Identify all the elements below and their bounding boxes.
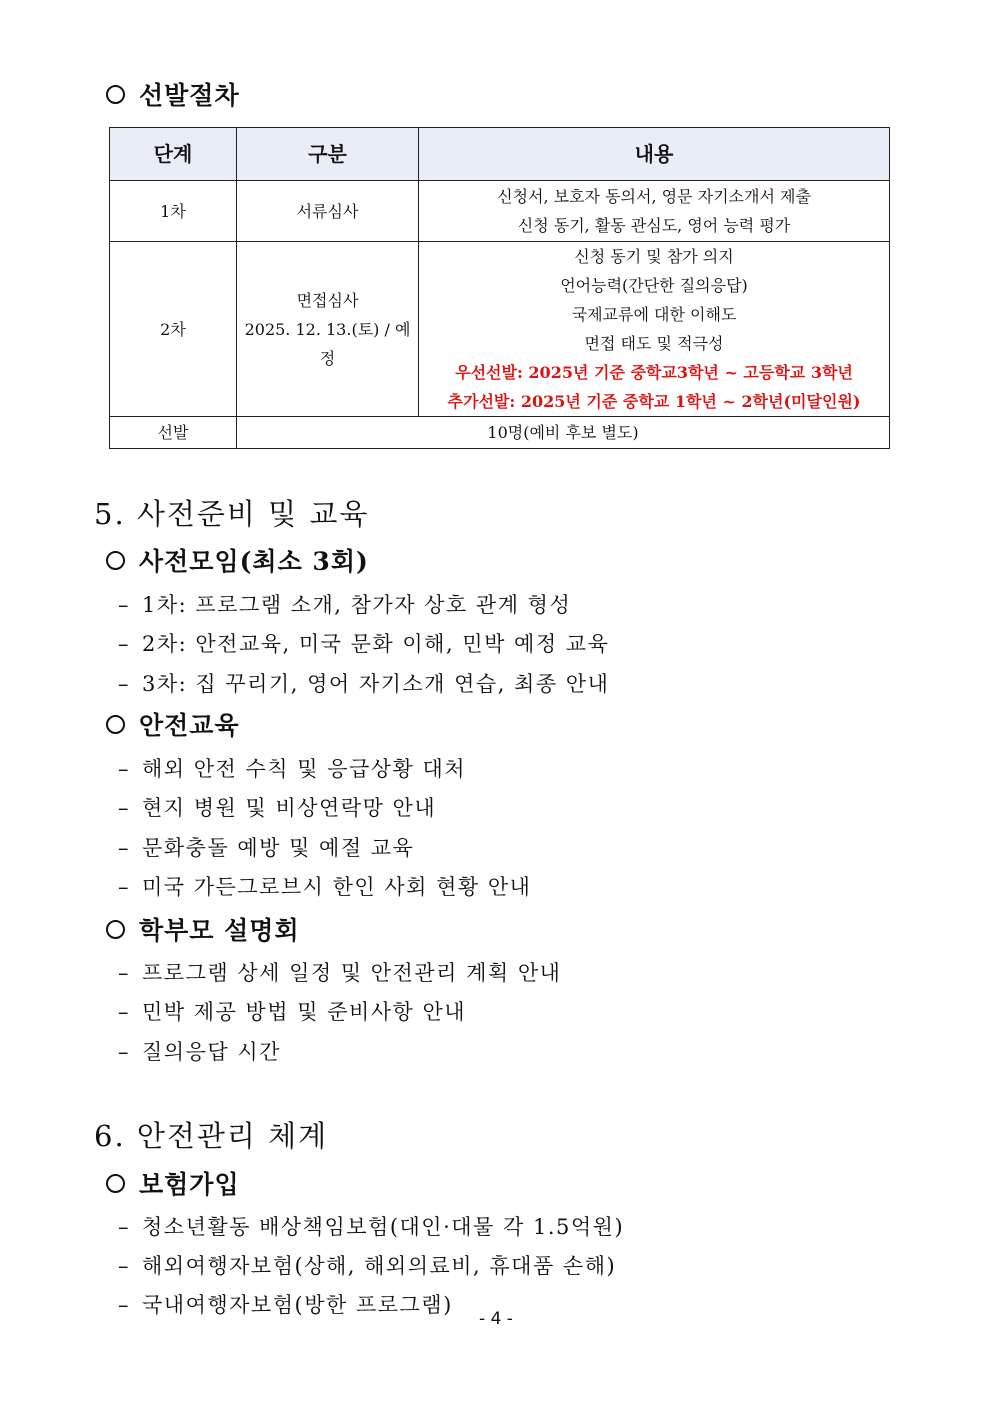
- page-number: - 4 -: [479, 1309, 513, 1329]
- table-header-row: [110, 128, 890, 181]
- group-heading: 보험가입: [106, 1165, 240, 1201]
- header-stage: 단계: [110, 128, 237, 181]
- section-5-title: 5. 사전준비 및 교육: [94, 497, 370, 531]
- list-item: – 1차: 프로그램 소개, 참가자 상호 관계 형성: [118, 593, 572, 617]
- priority-selection: 우선선발: 2025년 기준 중학교3학년 ~ 고등학교 3학년: [455, 363, 853, 382]
- circle-bullet-icon: [106, 85, 125, 104]
- content-line: 국제교류에 대한 이해도: [571, 305, 737, 324]
- additional-selection: 추가선발: 2025년 기준 중학교 1학년 ~ 2학년(미달인원): [447, 392, 861, 411]
- table-row: [110, 242, 890, 417]
- circle-bullet-icon: [106, 715, 125, 734]
- section-6-title: 6. 안전관리 체계: [94, 1119, 329, 1153]
- selection-heading: 선발절차: [106, 76, 240, 112]
- list-item: – 현지 병원 및 비상연락망 안내: [118, 796, 437, 820]
- list-item: – 질의응답 시간: [118, 1040, 281, 1064]
- group-heading: 사전모임(최소 3회): [106, 542, 369, 578]
- list-item: – 해외여행자보험(상해, 해외의료비, 휴대품 손해): [118, 1254, 617, 1278]
- list-item: – 프로그램 상세 일정 및 안전관리 계획 안내: [118, 961, 562, 985]
- selection-count: 10명(예비 후보 별도): [237, 417, 890, 449]
- stage-cell: 1차: [110, 181, 237, 242]
- group-heading: 안전교육: [106, 706, 240, 742]
- table-row: [110, 181, 890, 242]
- content-line: 신청 동기 및 참가 의지: [574, 247, 734, 266]
- content-line: 신청서, 보호자 동의서, 영문 자기소개서 제출: [497, 187, 811, 206]
- list-item: – 민박 제공 방법 및 준비사항 안내: [118, 1000, 467, 1024]
- content-line: 언어능력(간단한 질의응답): [560, 276, 748, 295]
- header-content: 내용: [419, 128, 890, 181]
- header-type: 구분: [237, 128, 419, 181]
- list-item: – 국내여행자보험(방한 프로그램): [118, 1293, 453, 1317]
- circle-bullet-icon: [106, 920, 125, 939]
- circle-bullet-icon: [106, 551, 125, 570]
- selection-table: [109, 127, 890, 449]
- list-item: – 청소년활동 배상책임보험(대인·대물 각 1.5억원): [118, 1215, 625, 1239]
- type-cell: 서류심사: [237, 181, 419, 242]
- type-label: 면접심사: [296, 290, 359, 310]
- list-item: – 3차: 집 꾸리기, 영어 자기소개 연습, 최종 안내: [118, 672, 610, 696]
- interview-date: 2025. 12. 13.(토) / 예정: [244, 319, 411, 368]
- stage-cell: 2차: [110, 242, 237, 417]
- content-line: 면접 태도 및 적극성: [584, 334, 724, 353]
- list-item: – 문화충돌 예방 및 예절 교육: [118, 836, 415, 860]
- table-row: [110, 417, 890, 449]
- list-item: – 미국 가든그로브시 한인 사회 현황 안내: [118, 875, 532, 899]
- circle-bullet-icon: [106, 1174, 125, 1193]
- content-cell: [419, 181, 890, 242]
- list-item: – 해외 안전 수칙 및 응급상황 대처: [118, 757, 467, 781]
- selection-label: 선발: [110, 417, 237, 449]
- content-cell: [419, 242, 890, 417]
- group-heading: 학부모 설명회: [106, 911, 300, 947]
- type-cell: [237, 242, 419, 417]
- list-item: – 2차: 안전교육, 미국 문화 이해, 민박 예정 교육: [118, 632, 610, 656]
- content-line: 신청 동기, 활동 관심도, 영어 능력 평가: [517, 216, 791, 235]
